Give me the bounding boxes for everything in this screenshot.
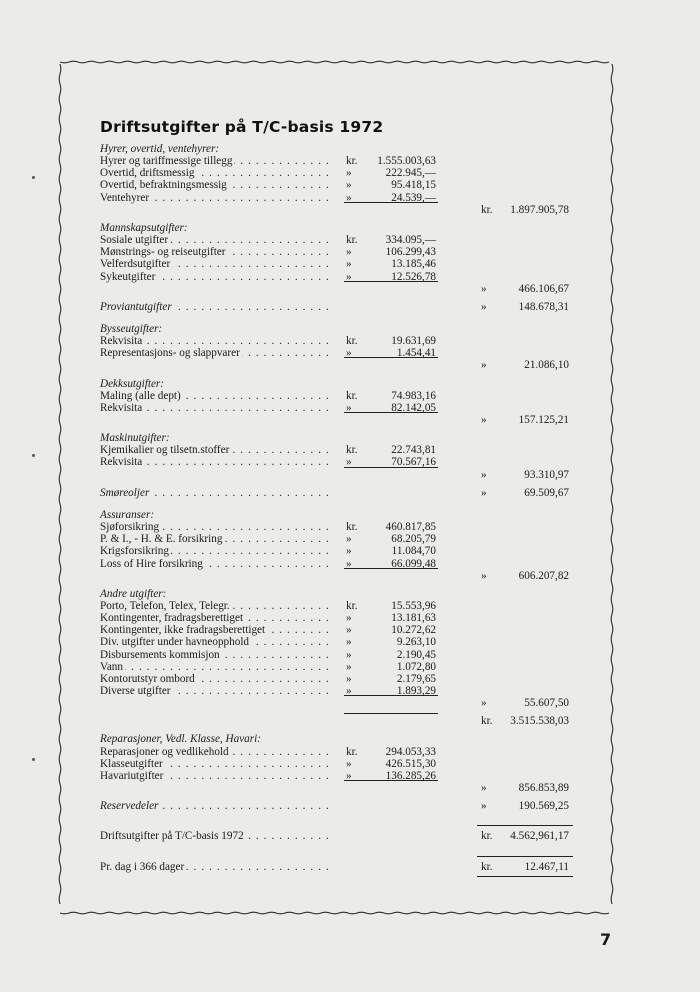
line-item: [100, 155, 580, 167]
section-header-label: Hyrer, overtid, ventehyrer:: [100, 143, 220, 155]
sum-rule: [477, 876, 573, 877]
line-item-amount: 12.526,78: [391, 270, 436, 283]
total-row: [100, 861, 580, 873]
line-item: [100, 770, 580, 782]
currency-mark: »: [481, 282, 487, 295]
total-amount: 148.678,31: [518, 300, 569, 313]
currency-mark: »: [346, 533, 352, 546]
binding-mark: [32, 758, 35, 761]
line-item-amount: 106.299,43: [385, 246, 436, 259]
line-item: [100, 758, 580, 770]
sum-rule: [344, 281, 438, 282]
total-row: [100, 800, 580, 812]
line-item-amount: 222.945,—: [385, 167, 436, 180]
currency-mark: »: [346, 258, 352, 271]
line-item-amount: 95.418,15: [391, 179, 436, 192]
line-item-amount: 11.084,70: [391, 545, 436, 558]
line-item: [100, 545, 580, 557]
section-header: [100, 588, 580, 600]
currency-mark: »: [346, 545, 352, 558]
line-item-label: P. & I., - H. & E. forsikring: [100, 533, 223, 546]
line-item-label: Disbursements kommisjon: [100, 648, 220, 661]
currency-mark: »: [481, 800, 487, 813]
subtotal-row: [100, 715, 580, 727]
section-header: [100, 323, 580, 335]
line-item: [100, 271, 580, 283]
line-item-amount: 1.555.003,63: [377, 155, 436, 168]
currency-mark: »: [346, 685, 352, 697]
total-row-label: Proviantutgifter: [100, 300, 172, 313]
subtotal-amount: 93.310,97: [524, 468, 569, 481]
line-item: [100, 179, 580, 191]
line-item-label: Mønstrings- og reiseutgifter: [100, 246, 226, 259]
line-item-amount: 19.631,69: [391, 335, 436, 348]
page-title: Driftsutgifter på T/C-basis 1972: [100, 118, 384, 136]
currency-mark: »: [346, 769, 352, 782]
currency-mark: »: [346, 347, 352, 360]
currency-mark: kr.: [346, 521, 358, 534]
total-amount: 69.509,67: [524, 486, 569, 499]
line-item: [100, 661, 580, 673]
currency-mark: kr.: [346, 745, 358, 758]
line-item-label: Overtid, driftsmessig: [100, 167, 195, 180]
page-number: 7: [600, 930, 612, 949]
line-item-label: Vann: [100, 660, 123, 673]
currency-mark: »: [481, 569, 487, 582]
currency-mark: »: [346, 636, 352, 649]
binding-mark: [32, 454, 35, 457]
sum-rule: [477, 856, 573, 857]
currency-mark: kr.: [481, 860, 493, 873]
sum-rule: [344, 202, 438, 203]
currency-mark: »: [346, 757, 352, 770]
currency-mark: kr.: [481, 715, 493, 728]
line-item-label: Representasjons- og slappvarer: [100, 347, 240, 360]
line-item: [100, 624, 580, 636]
line-item-amount: 24.539,—: [391, 191, 436, 204]
subtotal-amount: 856.853,89: [518, 782, 569, 795]
line-item-label: Sjøforsikring: [100, 521, 160, 534]
currency-mark: »: [346, 648, 352, 661]
line-item-amount: 13.181,63: [391, 612, 436, 625]
line-item-amount: 294.053,33: [385, 745, 436, 758]
subtotal-amount: 21.086,10: [524, 359, 569, 372]
currency-mark: »: [481, 359, 487, 372]
subtotal-amount: 466.106,67: [518, 282, 569, 295]
total-row: [100, 301, 580, 313]
section-header-label: Mannskapsutgifter:: [100, 221, 188, 234]
total-row-label: Smøreoljer: [100, 486, 150, 499]
line-item-label: Klasseutgifter: [100, 757, 163, 770]
line-item-label: Div. utgifter under havneopphold: [100, 636, 250, 649]
line-item: [100, 347, 580, 359]
subtotal-row: [100, 204, 580, 216]
subtotal-amount: 157.125,21: [518, 414, 569, 426]
section-header: [100, 222, 580, 234]
total-row-label: Reservedeler: [100, 800, 159, 813]
line-item-amount: 70.567,16: [391, 456, 436, 469]
currency-mark: kr.: [346, 599, 358, 612]
line-item: [100, 600, 580, 612]
line-item-label: Kontingenter, fradragsberettiget: [100, 612, 244, 625]
section-header: [100, 509, 580, 521]
line-item: [100, 246, 580, 258]
currency-mark: »: [346, 624, 352, 637]
line-item-label: Rekvisita: [100, 456, 143, 469]
currency-mark: »: [346, 557, 352, 570]
line-item-label: Maling (alle dept): [100, 389, 181, 402]
currency-mark: »: [481, 697, 487, 710]
total-row-label: Driftsutgifter på T/C-basis 1972: [100, 830, 244, 843]
total-amount: 4.562,961,17: [510, 830, 569, 843]
line-item: [100, 234, 580, 246]
currency-mark: »: [346, 179, 352, 192]
section-header-label: Andre utgifter:: [100, 587, 167, 600]
line-item-amount: 10.272,62: [391, 624, 436, 637]
line-item-label: Velferdsutgifter: [100, 258, 171, 271]
currency-mark: »: [481, 486, 487, 499]
subtotal-amount: 606.207,82: [518, 569, 569, 582]
line-item-label: Reparasjoner og vedlikehold: [100, 745, 229, 758]
currency-mark: »: [346, 246, 352, 259]
line-item: [100, 167, 580, 179]
currency-mark: »: [346, 612, 352, 625]
section-header: [100, 378, 580, 390]
line-item: [100, 746, 580, 758]
line-item-label: Krigsforsikring: [100, 545, 169, 558]
line-item: [100, 456, 580, 468]
subtotal-row: [100, 469, 580, 481]
sum-rule: [344, 357, 438, 358]
line-item-label: Rekvisita: [100, 401, 143, 414]
line-item-amount: 1.454,41: [396, 347, 436, 360]
line-item-label: Ventehyrer: [100, 191, 150, 204]
line-item: [100, 335, 580, 347]
currency-mark: »: [346, 270, 352, 283]
line-item-amount: 136.285,26: [385, 769, 436, 782]
line-item-amount: 2.190,45: [396, 648, 436, 661]
line-item-amount: 9.263,10: [396, 636, 436, 649]
subtotal-amount: 3.515.538,03: [510, 715, 569, 728]
subtotal-amount: 55.607,50: [524, 697, 569, 710]
total-row-label: Pr. dag i 366 dager: [100, 860, 185, 873]
line-item-amount: 66.099,48: [391, 557, 436, 570]
line-item: [100, 685, 580, 697]
sum-rule: [477, 825, 573, 826]
line-item: [100, 649, 580, 661]
line-item-label: Kontorutstyr ombord: [100, 672, 195, 685]
line-item-label: Diverse utgifter: [100, 685, 171, 697]
currency-mark: »: [481, 300, 487, 313]
line-item-amount: 13.185,46: [391, 258, 436, 271]
total-amount: 190.569,25: [518, 800, 569, 813]
line-item-amount: 460.817,85: [385, 521, 436, 534]
sum-rule: [344, 780, 438, 781]
line-item: [100, 533, 580, 545]
section-header-label: Maskinutgifter:: [100, 432, 170, 445]
section-header-label: Dekksutgifter:: [100, 377, 164, 390]
line-item-amount: 22.743,81: [391, 444, 436, 457]
currency-mark: »: [346, 167, 352, 180]
sum-rule: [344, 695, 438, 696]
section-header-label: Assuranser:: [100, 508, 155, 521]
subtotal-row: [100, 283, 580, 295]
subtotal-row: [100, 782, 580, 794]
currency-mark: »: [481, 414, 487, 426]
total-row: [100, 830, 580, 842]
line-item-label: Kontingenter, ikke fradragsberettiget: [100, 624, 266, 637]
currency-mark: kr.: [346, 234, 358, 247]
total-row: [100, 487, 580, 499]
currency-mark: »: [346, 191, 352, 204]
currency-mark: kr.: [346, 444, 358, 457]
line-item: [100, 390, 580, 402]
section-header: [100, 143, 580, 155]
line-item-label: Havariutgifter: [100, 769, 164, 782]
line-item-amount: 334.095,—: [385, 234, 436, 247]
currency-mark: »: [346, 672, 352, 685]
line-item: [100, 192, 580, 204]
line-item-amount: 1.893,29: [396, 685, 436, 697]
section-header: [100, 733, 580, 745]
section-header-label: Bysseutgifter:: [100, 322, 163, 335]
line-item-label: Kjemikalier og tilsetn.stoffer: [100, 444, 230, 457]
line-item-amount: 68.205,79: [391, 533, 436, 546]
currency-mark: kr.: [346, 335, 358, 348]
line-item-label: Hyrer og tariffmessige tillegg: [100, 155, 233, 168]
line-item-amount: 82.142,05: [391, 401, 436, 414]
currency-mark: kr.: [481, 203, 493, 216]
total-amount: 12.467,11: [524, 860, 569, 873]
line-item: [100, 612, 580, 624]
currency-mark: »: [346, 660, 352, 673]
line-item: [100, 636, 580, 648]
currency-mark: »: [481, 468, 487, 481]
currency-mark: kr.: [346, 389, 358, 402]
sum-rule: [344, 467, 438, 468]
line-item-label: Overtid, befraktningsmessig: [100, 179, 227, 192]
line-item: [100, 558, 580, 570]
subtotal-row: [100, 359, 580, 371]
currency-mark: »: [346, 401, 352, 414]
section-header: [100, 432, 580, 444]
line-item: [100, 258, 580, 270]
line-item-label: Porto, Telefon, Telex, Telegr.: [100, 599, 230, 612]
section-header-label: Reparasjoner, Vedl. Klasse, Havari:: [100, 733, 261, 746]
subtotal-row: [100, 570, 580, 582]
subtotal-row: [100, 697, 580, 709]
line-item: [100, 673, 580, 685]
currency-mark: »: [481, 782, 487, 795]
currency-mark: »: [346, 456, 352, 469]
line-item: [100, 402, 580, 414]
line-item-amount: 1.072,80: [396, 660, 436, 673]
line-item: [100, 444, 580, 456]
dot-leader: [100, 661, 334, 673]
subtotal-row: [100, 414, 580, 426]
line-item-amount: 74.983,16: [391, 389, 436, 402]
sum-rule: [344, 412, 438, 413]
currency-mark: kr.: [481, 830, 493, 843]
currency-mark: kr.: [346, 155, 358, 168]
line-item-label: Sosiale utgifter: [100, 234, 169, 247]
sum-rule: [344, 713, 438, 714]
line-item-label: Rekvisita: [100, 335, 143, 348]
sum-rule: [344, 568, 438, 569]
line-item-label: Sykeutgifter: [100, 270, 156, 283]
binding-mark: [32, 176, 35, 179]
subtotal-amount: 1.897.905,78: [510, 203, 569, 216]
line-item-label: Loss of Hire forsikring: [100, 557, 203, 570]
line-item: [100, 521, 580, 533]
line-item-amount: 2.179,65: [396, 672, 436, 685]
line-item-amount: 426.515,30: [385, 757, 436, 770]
line-item-amount: 15.553,96: [391, 599, 436, 612]
